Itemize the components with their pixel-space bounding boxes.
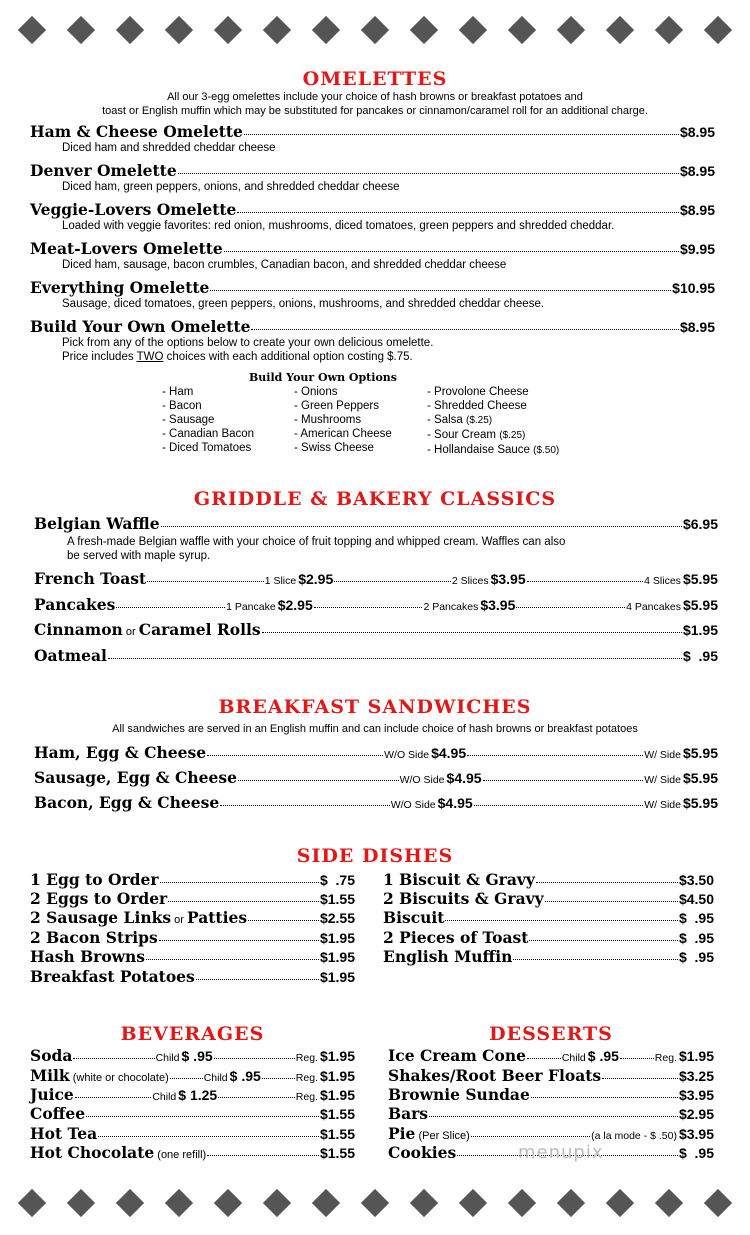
watermark: menupix (518, 1142, 604, 1163)
side-item: Biscuit $ .95 (383, 908, 714, 927)
beverage-item: Coffee $1.55 (30, 1104, 355, 1123)
diamond-icon (361, 16, 389, 44)
option-column-3: - Provolone Cheese - Shredded Cheese - Salsa ($.25) - Sour Cream ($.25) - Hollandaise Sauce ($.50) (427, 386, 560, 456)
side-item: 2 Biscuits & Gravy $4.50 (383, 889, 714, 908)
beverage-item: Milk (white or chocolate) Child $ .95 Reg. $1.95 (30, 1066, 355, 1085)
item-description: Diced ham, green peppers, onions, and shredded cheddar cheese (62, 181, 400, 193)
option-column-1: - Ham - Bacon - Sausage - Canadian Bacon - Diced Tomatoes (162, 386, 255, 454)
sides-title: SIDE DISHES (296, 845, 454, 867)
bottom-diamond-border (0, 1183, 750, 1223)
griddle-title: GRIDDLE & BAKERY CLASSICS (193, 488, 557, 510)
beverage-item: Juice Child $ 1.25 Reg. $1.95 (30, 1085, 355, 1104)
waffle-desc-line1: A fresh-made Belgian waffle with your choice of fruit topping and whipped cream. Waffles can also (67, 536, 566, 548)
diamond-icon (67, 1189, 95, 1217)
diamond-icon (606, 1189, 634, 1217)
item-description: Diced ham, sausage, bacon crumbles, Canadian bacon, and shredded cheddar cheese (62, 259, 507, 271)
diamond-icon (263, 1189, 291, 1217)
diamond-icon (410, 16, 438, 44)
side-item: Breakfast Potatoes $1.95 (30, 967, 355, 986)
item-name: Denver Omelette (30, 161, 177, 180)
omelettes-title: OMELETTES (302, 68, 448, 90)
menu-item-ham-cheese-omelette (30, 122, 715, 141)
item-price: $10.95 (672, 280, 715, 296)
diamond-icon (214, 1189, 242, 1217)
menu-item-meat-lovers-omelette (30, 239, 715, 258)
beverages-title: BEVERAGES (120, 1023, 265, 1045)
beverage-item: Hot Tea $1.55 (30, 1124, 355, 1143)
menu-item-veggie-lovers-omelette (30, 200, 715, 219)
diamond-icon (312, 16, 340, 44)
item-description: Diced ham and shredded cheddar cheese (62, 142, 276, 154)
menu-item-ham-egg-cheese: Ham, Egg & Cheese W/O Side $4.95 W/ Side $5.95 (34, 743, 718, 762)
diamond-icon (116, 1189, 144, 1217)
diamond-icon (459, 16, 487, 44)
menu-item-denver-omelette (30, 161, 715, 180)
item-name: Build Your Own Omelette (30, 317, 251, 336)
item-price: $8.95 (679, 163, 715, 179)
waffle-desc-line2: be served with maple syrup. (67, 550, 211, 562)
dessert-item: Ice Cream Cone Child $ .95 Reg. $1.95 (388, 1046, 714, 1065)
diamond-icon (263, 16, 291, 44)
sandwiches-title: BREAKFAST SANDWICHES (218, 696, 532, 718)
menu-item-belgian-waffle (34, 514, 718, 533)
side-item: 2 Sausage Links or Patties $2.55 (30, 908, 355, 927)
item-name: Belgian Waffle (34, 514, 160, 533)
side-item: Hash Browns $1.95 (30, 947, 355, 966)
dessert-item: Shakes/Root Beer Floats $3.25 (388, 1066, 714, 1085)
item-description: Loaded with veggie favorites: red onion, mushrooms, diced tomatoes, green peppers and shredded cheddar. (62, 220, 615, 232)
diamond-icon (116, 16, 144, 44)
diamond-icon (214, 16, 242, 44)
side-item: 1 Egg to Order $ .75 (30, 870, 355, 889)
option-column-2: - Onions - Green Peppers - Mushrooms - American Cheese - Swiss Cheese (294, 386, 392, 454)
item-price: $9.95 (679, 241, 715, 257)
item-name: Ham & Cheese Omelette (30, 122, 243, 141)
desserts-title: DESSERTS (489, 1023, 613, 1045)
menu-item-oatmeal: Oatmeal $ .95 (34, 646, 718, 665)
diamond-icon (165, 1189, 193, 1217)
item-description: Pick from any of the options below to create your own delicious omelette. (62, 337, 434, 349)
menu-item-build-your-own-omelette (30, 317, 715, 336)
menu-item-pancakes: Pancakes 1 Pancake $2.95 2 Pancakes $3.95 4 Pancakes $5.95 (34, 595, 718, 614)
menu-item-bacon-egg-cheese: Bacon, Egg & Cheese W/O Side $4.95 W/ Side $5.95 (34, 793, 719, 812)
diamond-icon (67, 16, 95, 44)
side-item: 2 Pieces of Toast $ .95 (383, 928, 714, 947)
diamond-icon (606, 16, 634, 44)
diamond-icon (361, 1189, 389, 1217)
side-item: 2 Bacon Strips $1.95 (30, 928, 355, 947)
side-item: 2 Eggs to Order $1.55 (30, 889, 355, 908)
diamond-icon (508, 1189, 536, 1217)
diamond-icon (410, 1189, 438, 1217)
diamond-icon (312, 1189, 340, 1217)
top-diamond-border (0, 10, 750, 50)
menu-item-french-toast: French Toast 1 Slice $2.95 2 Slices $3.95 4 Slices $5.95 (34, 569, 718, 588)
side-item: 1 Biscuit & Gravy $3.50 (383, 870, 714, 889)
menu-item-everything-omelette (30, 278, 715, 297)
omelettes-intro-line2: toast or English muffin which may be substituted for pancakes or cinnamon/caramel roll for an additional charge. (102, 105, 648, 117)
omelettes-intro-line1: All our 3-egg omelettes include your choice of hash browns or breakfast potatoes and (167, 91, 583, 103)
diamond-icon (655, 16, 683, 44)
beverage-item: Hot Chocolate (one refill) $1.55 (30, 1143, 355, 1162)
item-name: Veggie-Lovers Omelette (30, 200, 237, 219)
dessert-item: Bars $2.95 (388, 1104, 714, 1123)
diamond-icon (18, 1189, 46, 1217)
options-title: Build Your Own Options (249, 371, 397, 384)
menu-item-sausage-egg-cheese: Sausage, Egg & Cheese W/O Side $4.95 W/ Side $5.95 (34, 768, 719, 787)
sandwiches-intro: All sandwiches are served in an English muffin and can include choice of hash browns or breakfast potatoes (112, 723, 638, 735)
diamond-icon (18, 16, 46, 44)
side-item: English Muffin $ .95 (383, 947, 714, 966)
diamond-icon (704, 1189, 732, 1217)
diamond-icon (459, 1189, 487, 1217)
diamond-icon (557, 16, 585, 44)
item-name: Everything Omelette (30, 278, 210, 297)
byo-price-note: Price includes TWO choices with each additional option costing $.75. (62, 351, 413, 363)
dessert-item: Pie (Per Slice) (a la mode - $ .50) $3.95 (388, 1124, 714, 1143)
item-description: Sausage, diced tomatoes, green peppers, onions, mushrooms, and shredded cheddar cheese. (62, 298, 545, 310)
diamond-icon (508, 16, 536, 44)
item-price: $6.95 (682, 516, 718, 532)
item-price: $8.95 (679, 202, 715, 218)
dessert-item: Brownie Sundae $3.95 (388, 1085, 714, 1104)
item-name: Meat-Lovers Omelette (30, 239, 223, 258)
diamond-icon (655, 1189, 683, 1217)
diamond-icon (557, 1189, 585, 1217)
menu-item-cinnamon-caramel-rolls: Cinnamon or Caramel Rolls $1.95 (34, 620, 718, 639)
diamond-icon (165, 16, 193, 44)
dessert-item: Cookies $ .95 (388, 1143, 714, 1162)
item-price: $8.95 (679, 319, 715, 335)
item-price: $8.95 (679, 124, 715, 140)
diamond-icon (704, 16, 732, 44)
beverage-item: Soda Child $ .95 Reg. $1.95 (30, 1046, 356, 1065)
